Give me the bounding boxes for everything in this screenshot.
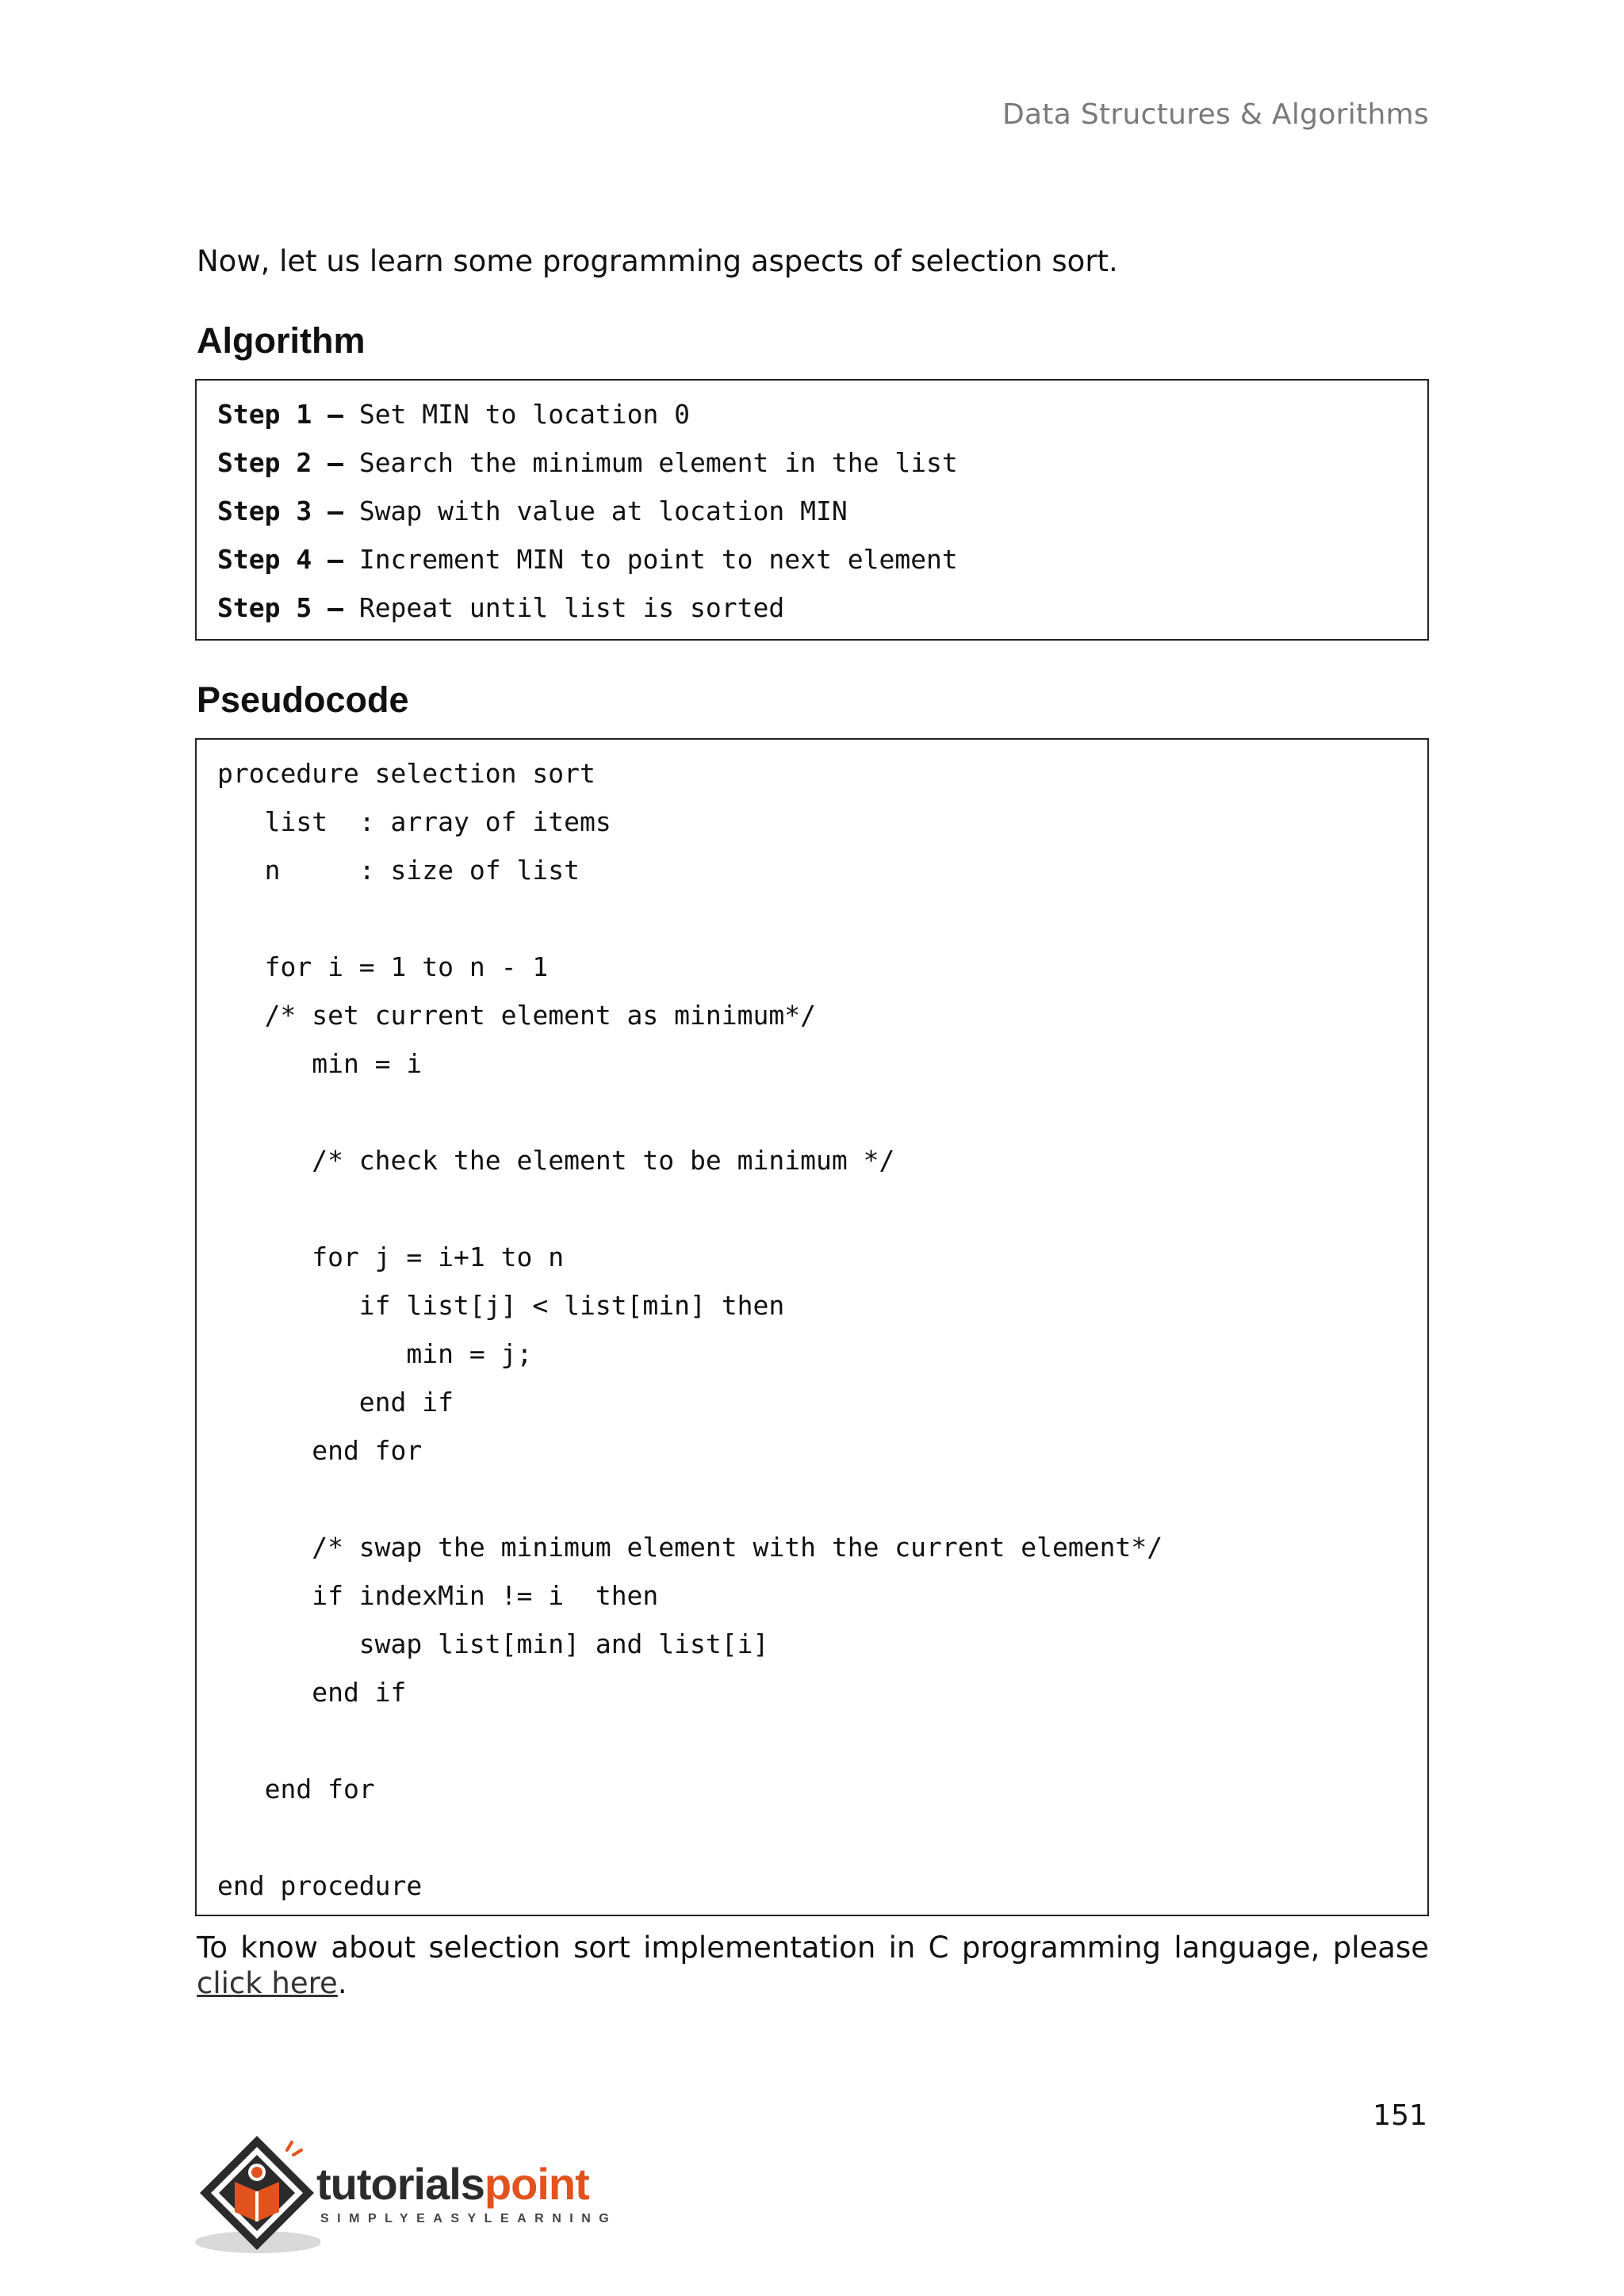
code-line: end for [217,1774,375,1804]
logo-tagline: SIMPLYEASYLEARNING [320,2212,618,2225]
code-line [217,894,1427,943]
algorithm-step [217,487,1427,535]
footer-paragraph [197,1930,1429,2001]
code-line: end procedure [217,1870,423,1901]
algorithm-box [195,379,1429,641]
algorithm-heading: Algorithm [197,320,366,361]
code-line [217,1813,1427,1862]
step-label: Step 3 – [217,496,343,526]
code-line: /* set current element as minimum*/ [217,1000,816,1031]
code-line [217,1184,1427,1233]
algorithm-step [217,535,1427,584]
code-line: n : size of list [217,855,580,886]
step-text: Increment MIN to point to next element [343,544,958,575]
code-line: for i = 1 to n - 1 [217,951,549,982]
intro-paragraph: Now, let us learn some programming aspects of selection sort. [197,244,1118,278]
code-line: end if [217,1387,454,1418]
tutorialspoint-logo [193,2133,638,2260]
code-line: end for [217,1435,423,1466]
code-line: swap list[min] and list[i] [217,1628,769,1659]
logo-wordmark: tutorialspoint [316,2159,589,2209]
click-here-link[interactable]: click here [197,1966,338,2000]
code-line: /* check the element to be minimum */ [217,1145,895,1176]
step-text: Search the minimum element in the list [343,447,958,478]
code-line [217,1475,1427,1523]
code-line: /* swap the minimum element with the current element*/ [217,1532,1163,1563]
logo-emblem-icon [193,2133,320,2260]
code-line: list : array of items [217,806,611,837]
code-line: procedure selection sort [217,758,596,789]
step-text: Set MIN to location 0 [343,399,691,430]
code-line [217,1716,1427,1765]
code-line [217,1088,1427,1136]
step-text: Repeat until list is sorted [343,592,785,623]
step-text: Swap with value at location MIN [343,496,848,526]
code-line: if list[j] < list[min] then [217,1290,785,1321]
step-label: Step 1 – [217,399,343,430]
code-line: if indexMin != i then [217,1580,659,1611]
algorithm-step [217,390,1427,438]
algorithm-step [217,438,1427,487]
algorithm-step [217,584,1427,632]
code-line: min = j; [217,1338,533,1369]
footer-text: To know about selection sort implementation in C programming language, please [197,1931,1429,1965]
step-label: Step 4 – [217,544,343,575]
code-line: min = i [217,1048,423,1079]
pseudocode-heading: Pseudocode [197,679,409,720]
footer-period: . [337,1966,347,2000]
pseudocode-box [195,738,1429,1916]
running-header: Data Structures & Algorithms [1002,98,1429,131]
step-label: Step 2 – [217,447,343,478]
code-line: for j = i+1 to n [217,1242,565,1272]
step-label: Step 5 – [217,592,343,623]
code-line: end if [217,1677,407,1708]
page-number: 151 [1373,2099,1427,2132]
